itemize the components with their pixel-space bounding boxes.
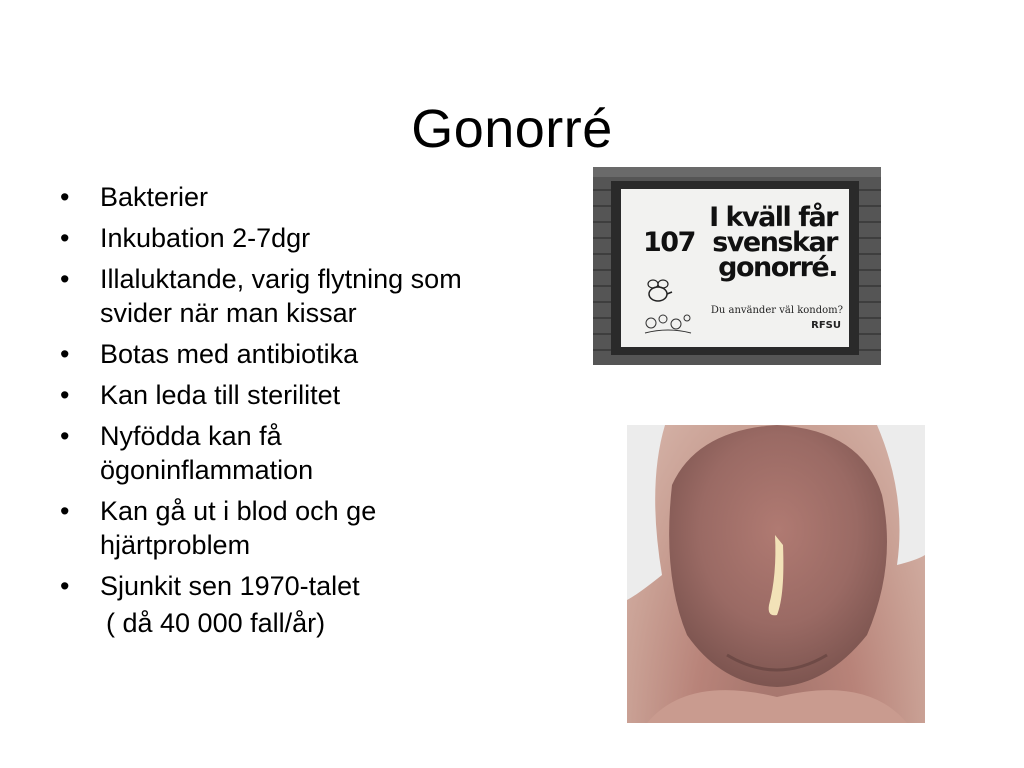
bullet-icon: • [60,264,70,294]
poster-line-1: I kväll får [709,202,837,233]
bee-icon [643,277,673,305]
poster-brand: RFSU [811,320,841,331]
bullet-icon: • [60,223,70,253]
list-item: • Kan leda till sterilitet [60,380,341,410]
flower-doodle-icon [643,309,693,335]
bullet-icon: • [60,339,70,369]
poster-line-2: svenskar [712,227,837,258]
slide-title: Gonorré [411,99,613,160]
bullet-icon: • [60,496,70,526]
bullet-icon: • [60,571,70,601]
list-item: • Kan gå ut i blod och ge hjärtproblem [60,496,377,560]
poster-headline [637,202,837,283]
rfsu-poster-photo [593,167,881,365]
list-item: • Botas med antibiotika [60,339,359,369]
bullet-icon: • [60,380,70,410]
case-count-note: ( då 40 000 fall/år) [106,608,326,638]
clinical-photo-illustration [627,425,925,723]
list-item: • Inkubation 2-7dgr [60,223,311,253]
bullet-list [58,180,478,610]
bullet-icon: • [60,421,70,451]
list-item: • Bakterier [60,182,209,212]
clinical-photo [627,425,925,723]
poster-line-3: gonorré. [718,252,837,283]
list-item: • Sjunkit sen 1970-talet [60,571,360,601]
poster-number: 107 [643,227,695,258]
list-item: • Nyfödda kan få ögoninflammation [60,421,314,485]
poster-tagline: Du använder väl kondom? [710,305,843,316]
list-item: • Illaluktande, varig flytning som svider när man kissar [60,264,462,328]
bullet-icon: • [60,182,70,212]
